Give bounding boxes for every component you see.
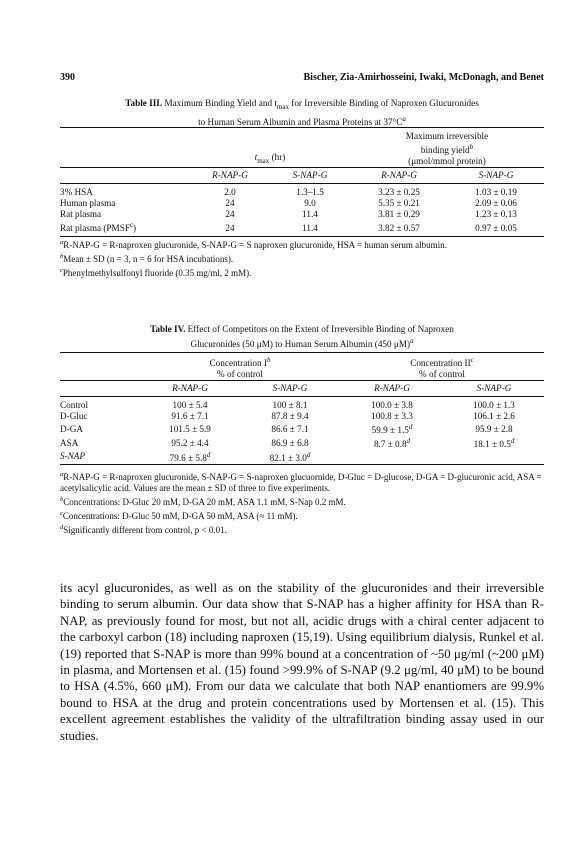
- table4-footnotes: $^a$R-NAP-G = R-naproxen glucuronide, S-NAP-G = S-naproxen glucuornide, D-Gluc = D-glucose, D-GA = D-glucuronic acid, ASA = acetylsalicylic acid. Values are the mean ± SD of three to five experiments. $^b$Concentrations: D-Gluc 20 mM, D-GA 20 mM, ASA 1.1 mM, S-Nap 0.2 mM. $^c$Concentrations: D-Gluc 50 mM, D-GA 50 mM, ASA (≈ 11 mM). $^d$Significantly different from control, p < 0.01.: [60, 471, 542, 535]
- table4-col-header: R-NAP-G: [172, 383, 208, 394]
- table4-col-header: S-NAP-G: [476, 383, 512, 394]
- page-number: 390: [60, 72, 75, 83]
- table-row: Control 100 ± 5.4 100 ± 8.1 100.0 ± 3.8 100.0 ± 1.3: [60, 400, 515, 411]
- table4: [60, 352, 544, 465]
- table-row: 3% HSA 2.0 1.3–1.5 3.23 ± 0.25 1.03 ± 0.19: [60, 187, 517, 198]
- table4-col-header: R-NAP-G: [374, 383, 410, 394]
- table-row: S-NAP 79.6 ± 5.8$^d$ 82.1 ± 3.0$^d$: [60, 450, 544, 465]
- table3-group1-header: $t_{max}$ (hr): [254, 152, 286, 166]
- table3-caption: Table III. Maximum Binding Yield and $t_{max}$ for Irreversible Binding of Naproxen Glucuronides to Human Serum Albumin and Plasma Proteins at $37^\circ C^a$: [125, 98, 479, 127]
- table4-group1-header: Concentration $I^b$ % of control: [209, 356, 271, 380]
- table3-footnotes: $^a$R-NAP-G = R-naproxen glucuronide, S-NAP-G = S naproxen glucuronide, HSA = human serum albumin. $^b$Mean ± SD (n = 3, n = 6 for HSA incubations). $^c$Phenylmethylsulfonyl fluoride (0.35 mg/ml, 2 mM).: [60, 239, 447, 278]
- table3-col-header: S-NAP-G: [478, 170, 514, 181]
- table-row: Rat plasma (PMSF$^c$) 24 11.4 3.82 ± 0.57 0.97 ± 0.05: [60, 220, 544, 237]
- table3: [60, 127, 544, 237]
- table-row: D-GA 101.5 ± 5.9 86.6 ± 7.1 59.9 ± 1.5$^d$ 95.9 ± 2.8: [60, 423, 513, 436]
- body-paragraph: its acyl glucuronides, as well as on the stability of the glucuronides and their irreversible binding to serum albumin. Our data show that S-NAP has a higher affinity for HSA than R-NAP, as previously found for most, but not all, acidic drugs with a chiral center adjacent to the carboxyl carbon (18) including naproxen (15,19). Using equilibrium dialysis, Runkel et al. (19) reported that S-NAP is more than 99% bound at a concentration of ~50 μg/ml (~200 μM) in plasma, and Mortensen et al. (15) found >99.9% of S-NAP (9.2 μg/ml, 40 μM) to be bound to HSA (4.5%, 660 μM). From our data we calculate that both NAP enantiomers are 99.9% bound to HSA at the drug and protein concentrations used by Mortensen et al. (15). This excellent agreement establishes the validity of the ultrafiltration binding assay used in our studies.: [60, 581, 544, 743]
- table3-col-header: R-NAP-G: [212, 170, 248, 181]
- table3-col-header: R-NAP-G: [381, 170, 417, 181]
- table3-group2-header: Maximum irreversible binding yield$^b$ (μmol/mmol protein): [405, 131, 489, 167]
- table4-group2-header: Concentration $II^c$ % of control: [410, 356, 474, 380]
- table-row: Rat plasma 24 11.4 3.81 ± 0.29 1.23 ± 0.13: [60, 209, 517, 220]
- table4-caption: Table IV. Effect of Competitors on the Extent of Irreversible Binding of Naproxen Glucuronides (50 μM) to Human Serum Albumin (450 μM)$^a$: [150, 324, 454, 350]
- table3-col-header: S-NAP-G: [292, 170, 328, 181]
- table-row: D-Gluc 91.6 ± 7.1 87.8 ± 9.4 100.8 ± 3.3 106.1 ± 2.6: [60, 411, 515, 422]
- author-line: Bischer, Zia-Amirhosseini, Iwaki, McDonagh, and Benet: [303, 72, 544, 83]
- table4-col-header: S-NAP-G: [272, 383, 308, 394]
- table-row: Human plasma 24 9.0 5.35 ± 0.21 2.09 ± 0.06: [60, 198, 517, 209]
- table-row: ASA 95.2 ± 4.4 86.9 ± 6.8 8.7 ± 0.8$^d$ 18.1 ± 0.5$^d$: [60, 437, 515, 450]
